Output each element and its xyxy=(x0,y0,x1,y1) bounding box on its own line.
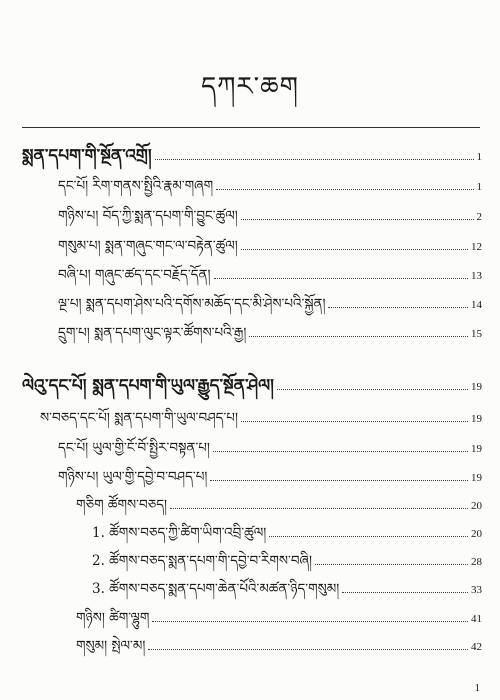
toc-entry-label: 1. ཚོགས་བཅད་ཀྱི་ཚིག་ཡིག་འབྲི་ཚུལ། xyxy=(92,525,267,541)
toc-entry[interactable] xyxy=(22,373,482,395)
toc-entry-label: དྲུག་པ། སྨན་དཔག་ལུང་ལྟར་ཚོགས་པའི་རྒྱ། xyxy=(58,325,247,341)
page-number: 1 xyxy=(474,682,480,694)
toc-entry[interactable] xyxy=(58,233,482,255)
toc-entry-page: 1 xyxy=(476,181,482,193)
dot-leader xyxy=(148,648,468,650)
dot-leader xyxy=(315,563,468,565)
toc-entry-label: གཉིས། ཚིག་ལྷུག xyxy=(76,610,150,626)
title-divider xyxy=(22,127,480,128)
dot-leader xyxy=(269,535,468,537)
toc-entry-page: 19 xyxy=(471,413,482,425)
dot-leader xyxy=(328,306,468,308)
toc-entry-page: 19 xyxy=(471,443,482,455)
toc-entry-label: དང་པོ། རིག་གནས་སྤྱིའི་རྣམ་གཞག xyxy=(58,178,214,194)
toc-entry[interactable] xyxy=(76,492,482,514)
toc-entry[interactable] xyxy=(76,605,482,627)
toc-entry-page: 12 xyxy=(471,241,482,253)
dot-leader xyxy=(152,620,468,622)
toc-entry-page: 33 xyxy=(471,584,482,596)
toc-entry-page: 1 xyxy=(476,151,482,163)
dot-leader xyxy=(210,479,468,481)
toc-entry-label: ལེའུ་དང་པོ། སྨན་དཔག་གི་ཡུལ་རྒྱུད་སྔོན་ཤེལ། xyxy=(22,376,274,396)
toc-entry[interactable] xyxy=(58,435,482,457)
dot-leader xyxy=(342,591,468,593)
toc-entry[interactable] xyxy=(76,633,482,655)
toc-entry-label: 3. ཚོགས་བཅད་སྨན་དཔག་ཆེན་པོའི་མཚན་ཉིད་གསུམ། xyxy=(92,581,340,597)
dot-leader xyxy=(170,507,468,509)
dot-leader xyxy=(214,277,468,279)
dot-leader xyxy=(213,450,468,452)
toc-entry[interactable] xyxy=(58,464,482,486)
toc-entry[interactable] xyxy=(58,173,482,195)
toc-entry-page: 2 xyxy=(476,211,482,223)
toc-entry-page: 15 xyxy=(471,328,482,340)
toc-entry-label: གཉིས་པ། བོད་ཀྱི་སྨན་དཔག་གི་བྱུང་ཚུལ། xyxy=(58,208,238,224)
toc-entry-label: གཅིག ཚོགས་བཅད། xyxy=(76,497,168,513)
toc-entry[interactable] xyxy=(92,576,482,598)
dot-leader xyxy=(277,388,468,390)
toc-entry[interactable] xyxy=(58,291,482,313)
dot-leader xyxy=(249,335,468,337)
toc-entry-page: 42 xyxy=(471,641,482,653)
toc-entry-page: 19 xyxy=(471,472,482,484)
toc-entry-label: གསུམ་པ། སྨན་གཞུང་གང་ལ་བརྟེན་ཚུལ། xyxy=(58,238,238,254)
toc-entry[interactable] xyxy=(58,320,482,342)
toc-entry-label: དང་པོ། ཡུལ་གྱི་ངོ་བོ་སྤྱིར་བསྟན་པ། xyxy=(58,440,210,456)
toc-entry-page: 41 xyxy=(471,613,482,625)
toc-entry-page: 19 xyxy=(471,381,482,393)
toc-entry-page: 28 xyxy=(471,556,482,568)
toc-entry-label: སྨན་དཔག་གི་སྔོན་འགྲོ། xyxy=(22,146,152,166)
toc-entry[interactable] xyxy=(40,405,482,427)
toc-entry-page: 13 xyxy=(471,270,482,282)
toc-entry-page: 14 xyxy=(471,299,482,311)
dot-leader xyxy=(241,420,468,422)
dot-leader xyxy=(216,188,473,190)
dot-leader xyxy=(241,218,474,220)
dot-leader xyxy=(155,158,474,160)
toc-entry[interactable] xyxy=(92,548,482,570)
page-title: དཀར་ཆག xyxy=(201,72,299,102)
toc-entry-label: ལྔ་པ། སྨན་དཔག་ཤེས་པའི་དགོས་མཆོད་དང་མི་ཤེས་པའི་སྐྱོན། xyxy=(58,296,326,312)
toc-entry-label: གཉིས་པ། ཡུལ་གྱི་དབྱེ་བ་བཤད་པ། xyxy=(58,469,208,485)
toc-entry-label: ས་བཅད་དང་པོ། སྨན་དཔག་གི་ཡུལ་བཤད་པ། xyxy=(40,410,238,426)
toc-entry-page: 20 xyxy=(471,528,482,540)
toc-entry-label: གསུམ། སྤེལ་མ། xyxy=(76,638,146,654)
dot-leader xyxy=(241,248,468,250)
toc-entry-page: 20 xyxy=(471,500,482,512)
toc-entry[interactable] xyxy=(58,203,482,225)
toc-entry-label: 2. ཚོགས་བཅད་སྨན་དཔག་གི་དབྱེ་བ་རིགས་བཞི། xyxy=(92,553,312,569)
toc-entry[interactable] xyxy=(58,262,482,284)
toc-entry-label: བཞི་པ། གཞུང་ཚད་དང་བརྗོད་དོན། xyxy=(58,267,211,283)
toc-entry[interactable] xyxy=(92,520,482,542)
toc-entry[interactable] xyxy=(22,143,482,165)
